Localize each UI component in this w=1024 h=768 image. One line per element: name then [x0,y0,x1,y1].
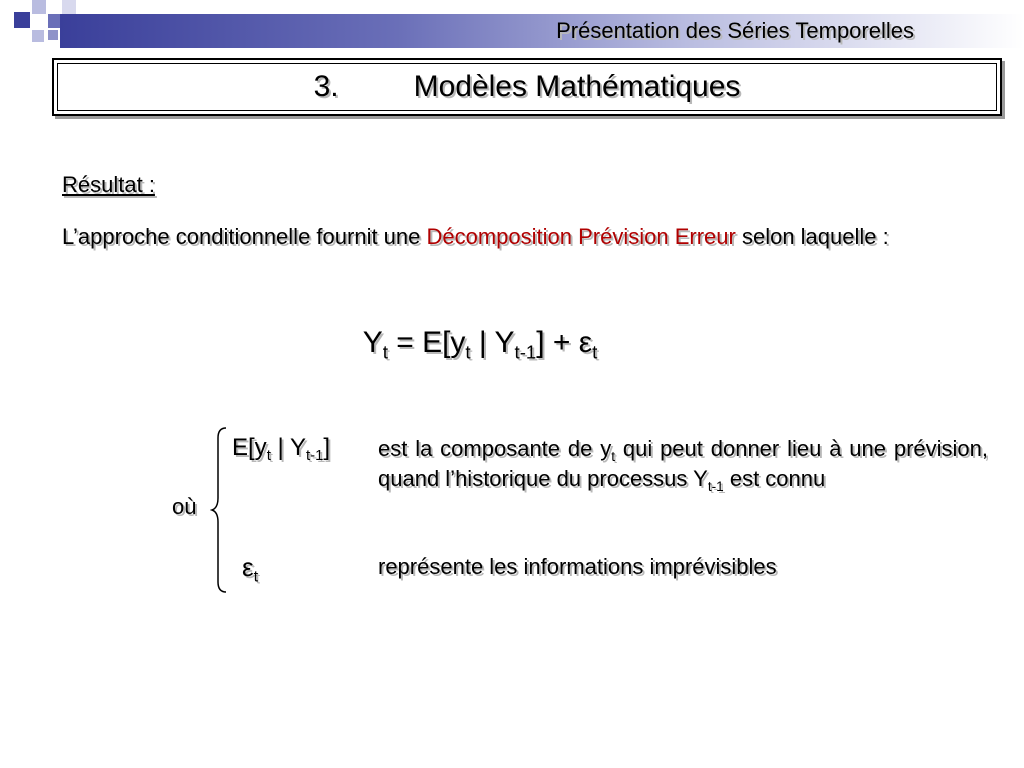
section-title: Modèles Mathématiques [413,70,741,103]
expectation-term: $E[y_t$ | $Y_{t-1}$] [232,434,331,465]
expectation-description: est la composante de $y_t$ qui peut donner lieu à une prévision, quand l’historique du processus $Y_{t-1}$ est connu [378,436,988,494]
slide-title [54,70,1000,104]
section-number: 3. [313,70,339,103]
intro-paragraph: L’approche conditionnelle fournit une Décomposition Prévision Erreur selon laquelle : [62,224,889,249]
error-description: représente les informations imprévisibles [378,554,777,579]
where-label: où [172,494,197,519]
main-formula: $Y_t = E[y_t$ | $Y_{t-1}] + \varepsilon_t$ [362,326,598,363]
header-title: Présentation des Séries Temporelles [556,18,914,43]
result-label: Résultat : [62,172,155,197]
curly-brace-icon [210,426,230,594]
error-term: $\varepsilon_t$ [242,552,259,586]
title-box [52,58,1002,116]
highlight-text: Décomposition Prévision Erreur [426,224,736,249]
